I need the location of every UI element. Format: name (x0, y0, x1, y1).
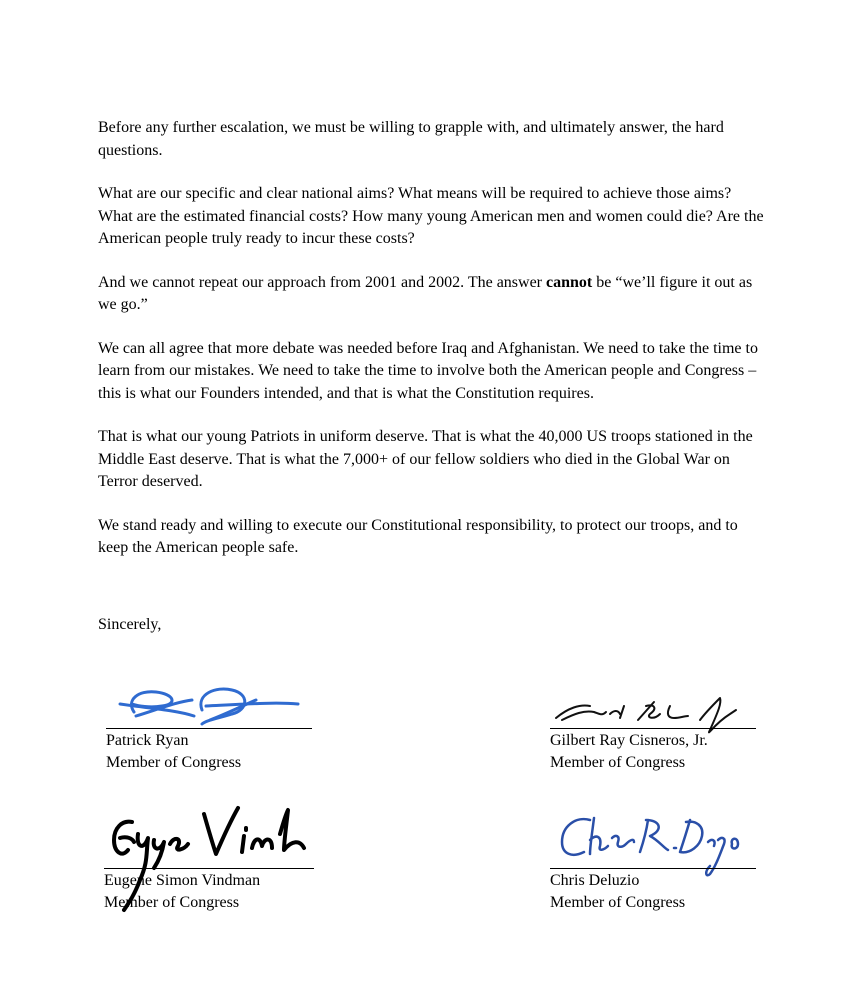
signer-title: Member of Congress (104, 894, 240, 911)
paragraph-text: be “we’ll figure it out as we go.” (98, 273, 753, 313)
signature-line (106, 728, 312, 729)
signature-block-deluzio (550, 810, 770, 940)
signer-title: Member of Congress (106, 754, 242, 771)
emphasis-text: cannot (546, 273, 593, 291)
signer-name: Chris Deluzio (550, 872, 640, 889)
signature-block-vindman (104, 800, 324, 930)
handwritten-signature-icon (106, 680, 326, 730)
signature-block-ryan (106, 680, 346, 810)
closing-salutation: Sincerely, (98, 616, 162, 633)
paragraph: What are our specific and clear national aims? What means will be required to achieve those aims? What are the estimated financial costs? How many young American men and women could die? Are the American people truly ready to incur these costs? (98, 185, 764, 247)
paragraph-text: And we cannot repeat our approach from 2001 and 2002. The answer (98, 273, 546, 291)
signature-line (550, 868, 756, 869)
signer-name: Eugene Simon Vindman (104, 872, 261, 889)
signer-title: Member of Congress (550, 754, 686, 771)
signature-line (550, 728, 756, 729)
signer-title: Member of Congress (550, 894, 686, 911)
paragraph: We can all agree that more debate was needed before Iraq and Afghanistan. We need to take the time to learn from our mistakes. We need to take the time to involve both the American people and Congress – this is what our Founders intended, and that is what the Constitution requires. (98, 339, 758, 402)
letter-body (98, 117, 764, 581)
paragraph: Before any further escalation, we must be willing to grapple with, and ultimately answer, the hard questions. (98, 119, 724, 159)
signer-name: Patrick Ryan (106, 732, 189, 749)
signature-block-cisneros (550, 690, 770, 820)
paragraph: We stand ready and willing to execute our Constitutional responsibility, to protect our troops, and to keep the American people safe. (98, 516, 738, 556)
paragraph (98, 272, 764, 317)
signature-line (104, 868, 314, 869)
signer-name: Gilbert Ray Cisneros, Jr. (550, 732, 708, 749)
paragraph: That is what our young Patriots in uniform deserve. That is what the 40,000 US troops stationed in the Middle East deserve. That is what the 7,000+ of our fellow soldiers who died in the Global War on Terror deserved. (98, 428, 753, 490)
